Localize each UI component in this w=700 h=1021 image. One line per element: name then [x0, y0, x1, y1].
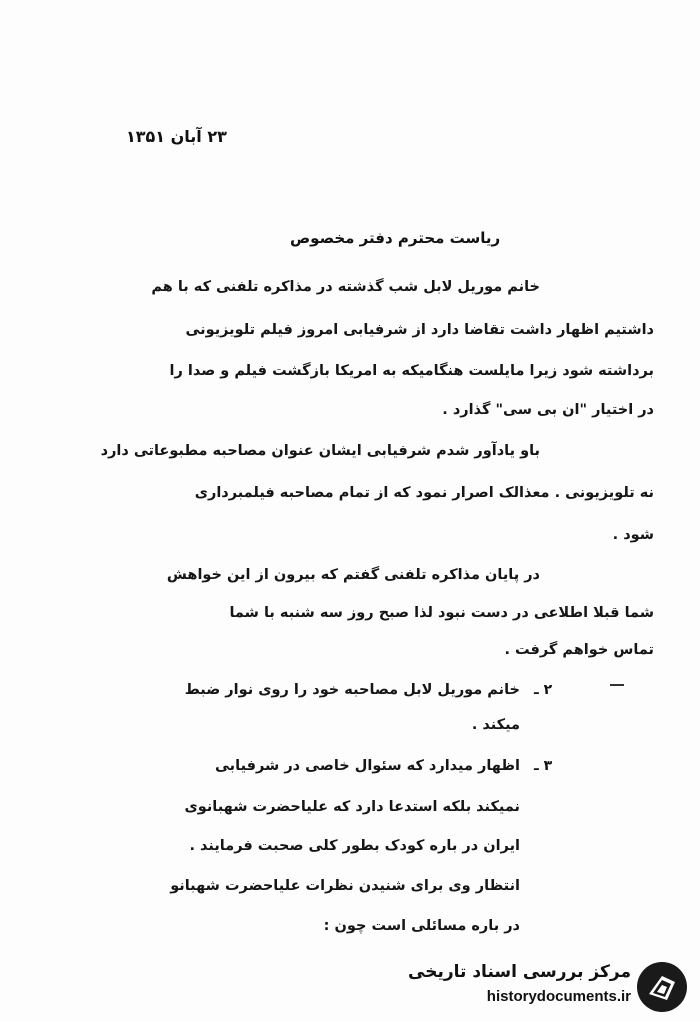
body-line: داشتیم اظهار داشت تقاضا دارد از شرفیابی امروز فیلم تلویزیونی [185, 322, 654, 338]
body-line: انتظار وی برای شنیدن نظرات علیاحضرت شهبانو [170, 878, 520, 894]
body-line: در اختیار "ان بی سی" گذارد . [442, 402, 654, 418]
body-line: در پایان مذاکره تلفنی گفتم که بیرون از این خواهش [166, 567, 540, 583]
item-number: ۲ ـ [534, 682, 553, 698]
margin-mark [610, 684, 624, 686]
body-line: ایران در باره کودک بطور کلی صحبت فرمایند . [189, 838, 520, 854]
body-line: برداشته شود زیرا مایلست هنگامیکه به امریکا بازگشت فیلم و صدا را [169, 363, 654, 379]
watermark-org-name: مرکز بررسی اسناد تاریخی [408, 962, 631, 982]
body-line: شود . [612, 527, 654, 543]
body-line: اظهار میدارد که سئوال خاصی در شرفیابی [215, 758, 520, 774]
body-line: خانم موریل لابل مصاحبه خود را روی نوار ضبط [184, 682, 520, 698]
body-line: خانم موریل لابل شب گذشته در مذاکره تلفنی که با هم [151, 279, 540, 295]
document-title: ریاست محترم دفتر مخصوص [290, 229, 501, 247]
body-line: شما قبلا اطلاعی در دست نبود لذا صبح روز سه شنبه با شما [229, 605, 654, 621]
body-line: در باره مسائلی است چون : [323, 918, 520, 934]
body-line: میکند . [471, 717, 520, 733]
archive-logo-icon [635, 960, 689, 1014]
document-date: ۲۳ آبان ۱۳۵۱ [126, 127, 227, 146]
item-number: ۳ ـ [534, 758, 553, 774]
watermark [405, 958, 695, 1016]
body-line: نمیکند بلکه استدعا دارد که علیاحضرت شهبانوی [184, 799, 520, 815]
body-line: نه تلویزیونی . معذالک اصرار نمود که از تمام مصاحبه فیلمبرداری [194, 485, 654, 501]
body-line: تماس خواهم گرفت . [504, 642, 654, 658]
watermark-url: historydocuments.ir [486, 988, 631, 1005]
body-line: باو یادآور شدم شرفیابی ایشان عنوان مصاحبه مطبوعاتی دارد [100, 443, 540, 459]
